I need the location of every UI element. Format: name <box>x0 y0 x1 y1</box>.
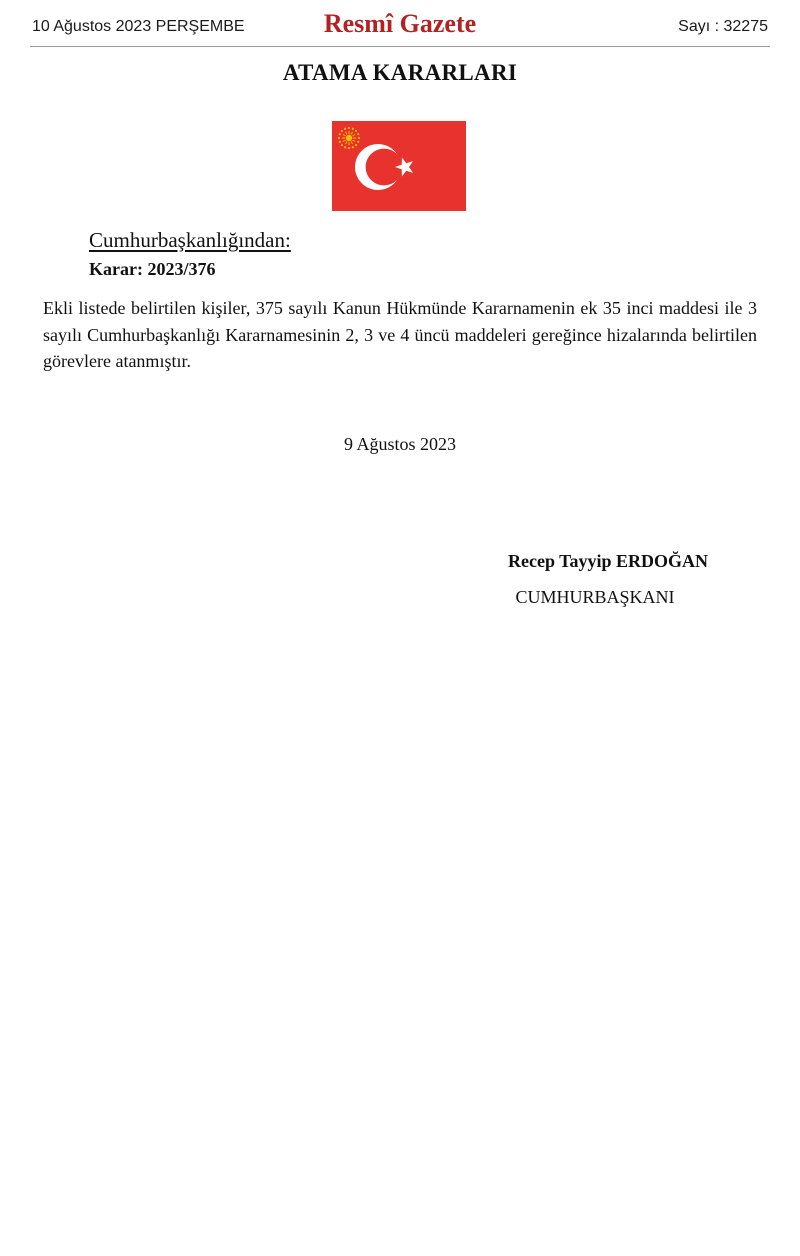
issue-date: 10 Ağustos 2023 PERŞEMBE <box>32 18 245 35</box>
turkish-presidential-flag-icon <box>332 121 466 211</box>
decision-body: Ekli listede belirtilen kişiler, 375 sayılı Kanun Hükmünde Kararnamenin ek 35 inci maddesi ile 3 sayılı Cumhurbaşkanlığı Kararnamesinin 2, 3 ve 4 üncü maddeleri gereğince hizalarında belirtilen görevlere atanmıştır. <box>43 298 757 371</box>
signer-title: CUMHURBAŞKANI <box>515 587 675 607</box>
issuing-authority: Cumhurbaşkanlığından: <box>89 228 291 252</box>
decision-number: Karar: 2023/376 <box>89 259 216 279</box>
decision-date: 9 Ağustos 2023 <box>343 434 457 454</box>
section-title: ATAMA KARARLARI <box>282 60 518 85</box>
signer-name: Recep Tayyip ERDOĞAN <box>507 551 709 571</box>
gazette-title: Resmî Gazete <box>323 9 477 38</box>
issue-number: Sayı : 32275 <box>678 18 768 35</box>
masthead <box>30 8 770 47</box>
